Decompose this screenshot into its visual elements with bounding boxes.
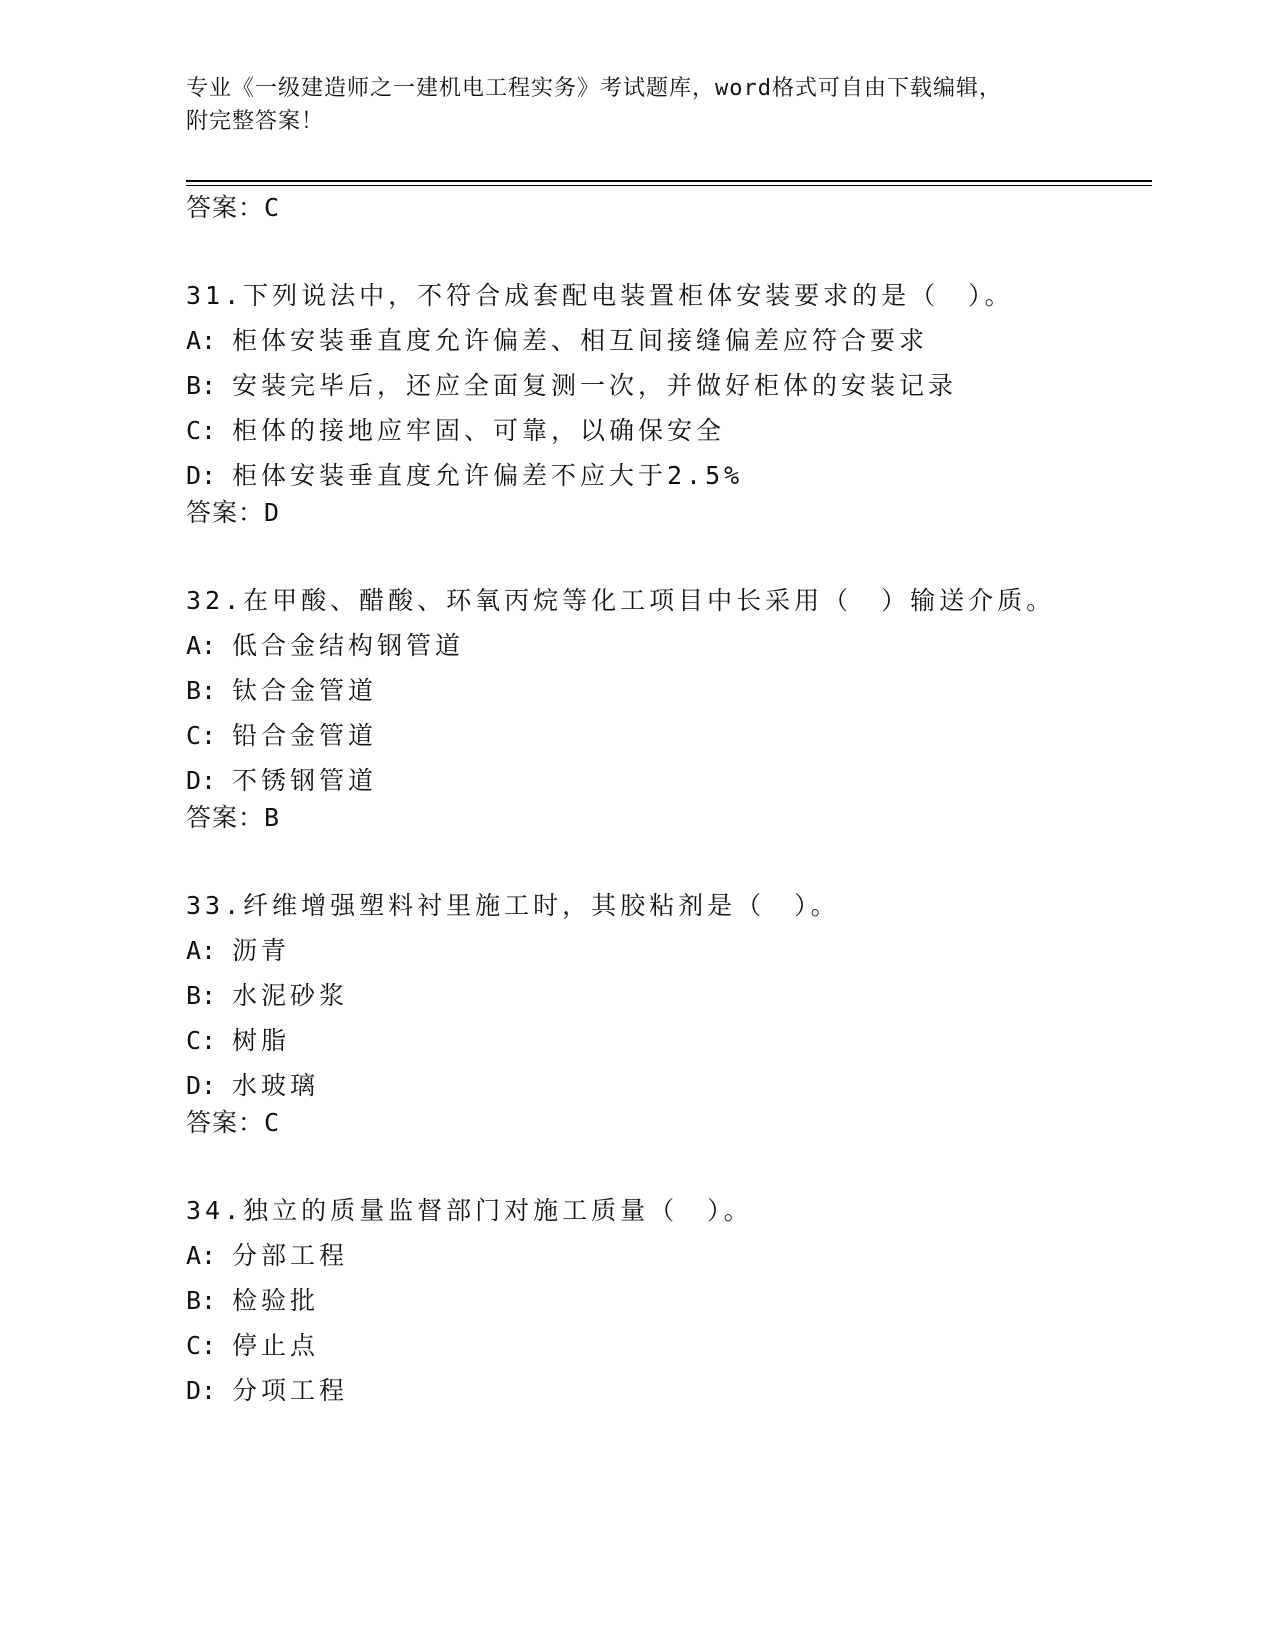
question-34 <box>186 1194 1146 1408</box>
answer-value: C <box>264 193 281 222</box>
answer-31 <box>186 496 280 530</box>
document-header <box>186 72 1086 138</box>
option-text: 安装完毕后，还应全面复测一次，并做好柜体的安装记录 <box>232 371 958 400</box>
option-d <box>186 1069 1146 1103</box>
answer-32 <box>186 801 280 835</box>
question-stem: 32.在甲酸、醋酸、环氧丙烷等化工项目中长采用（ ）输送介质。 <box>186 586 1056 615</box>
option-letter: D: <box>186 1071 217 1100</box>
option-letter: C: <box>186 1331 217 1360</box>
option-text: 检验批 <box>232 1286 320 1315</box>
option-letter: B: <box>186 981 217 1010</box>
option-c <box>186 1329 1146 1363</box>
option-letter: C: <box>186 721 217 750</box>
question-31 <box>186 279 1146 493</box>
option-letter: B: <box>186 1286 217 1315</box>
option-a <box>186 324 1146 358</box>
answer-label: 答案： <box>186 498 265 527</box>
answer-label: 答案： <box>186 1108 265 1137</box>
option-c <box>186 414 1146 448</box>
header-line-1: 专业《一级建造师之一建机电工程实务》考试题库，word格式可自由下载编辑， <box>186 76 1002 101</box>
option-text: 水玻璃 <box>232 1071 320 1100</box>
question-stem: 34.独立的质量监督部门对施工质量（ ）。 <box>186 1196 753 1225</box>
option-d <box>186 459 1146 493</box>
previous-answer <box>186 191 280 225</box>
option-text: 柜体安装垂直度允许偏差、相互间接缝偏差应符合要求 <box>232 326 929 355</box>
question-stem: 33.纤维增强塑料衬里施工时，其胶粘剂是（ ）。 <box>186 891 840 920</box>
option-text: 低合金结构钢管道 <box>232 631 465 660</box>
option-c <box>186 1024 1146 1058</box>
option-a <box>186 629 1146 663</box>
option-a <box>186 1239 1146 1273</box>
option-text: 柜体安装垂直度允许偏差不应大于2.5% <box>232 461 744 490</box>
option-text: 不锈钢管道 <box>232 766 378 795</box>
option-text: 水泥砂浆 <box>232 981 349 1010</box>
option-text: 铅合金管道 <box>232 721 378 750</box>
option-a <box>186 934 1146 968</box>
option-letter: B: <box>186 676 217 705</box>
header-divider-thick <box>186 180 1152 182</box>
option-letter: A: <box>186 631 217 660</box>
option-letter: D: <box>186 461 217 490</box>
option-text: 分项工程 <box>232 1376 349 1405</box>
option-letter: C: <box>186 416 217 445</box>
question-33 <box>186 889 1146 1103</box>
answer-value: C <box>264 1108 281 1137</box>
question-stem: 31.下列说法中，不符合成套配电装置柜体安装要求的是（ ）。 <box>186 281 1014 310</box>
answer-33 <box>186 1106 280 1140</box>
option-letter: C: <box>186 1026 217 1055</box>
answer-value: B <box>264 803 281 832</box>
option-c <box>186 719 1146 753</box>
option-text: 停止点 <box>232 1331 320 1360</box>
option-letter: B: <box>186 371 217 400</box>
option-letter: A: <box>186 1241 217 1270</box>
answer-value: D <box>264 498 281 527</box>
answer-label: 答案： <box>186 803 265 832</box>
option-letter: D: <box>186 1376 217 1405</box>
option-text: 柜体的接地应牢固、可靠，以确保安全 <box>232 416 726 445</box>
header-line-2: 附完整答案！ <box>186 109 325 134</box>
option-b <box>186 1284 1146 1318</box>
option-text: 沥青 <box>232 936 291 965</box>
header-divider-thin <box>186 185 1152 186</box>
option-letter: D: <box>186 766 217 795</box>
option-b <box>186 674 1146 708</box>
option-letter: A: <box>186 326 217 355</box>
answer-label: 答案： <box>186 193 265 222</box>
option-text: 分部工程 <box>232 1241 349 1270</box>
option-b <box>186 369 1146 403</box>
option-text: 钛合金管道 <box>232 676 378 705</box>
option-text: 树脂 <box>232 1026 291 1055</box>
option-d <box>186 764 1146 798</box>
option-d <box>186 1374 1146 1408</box>
option-b <box>186 979 1146 1013</box>
option-letter: A: <box>186 936 217 965</box>
question-32 <box>186 584 1146 798</box>
